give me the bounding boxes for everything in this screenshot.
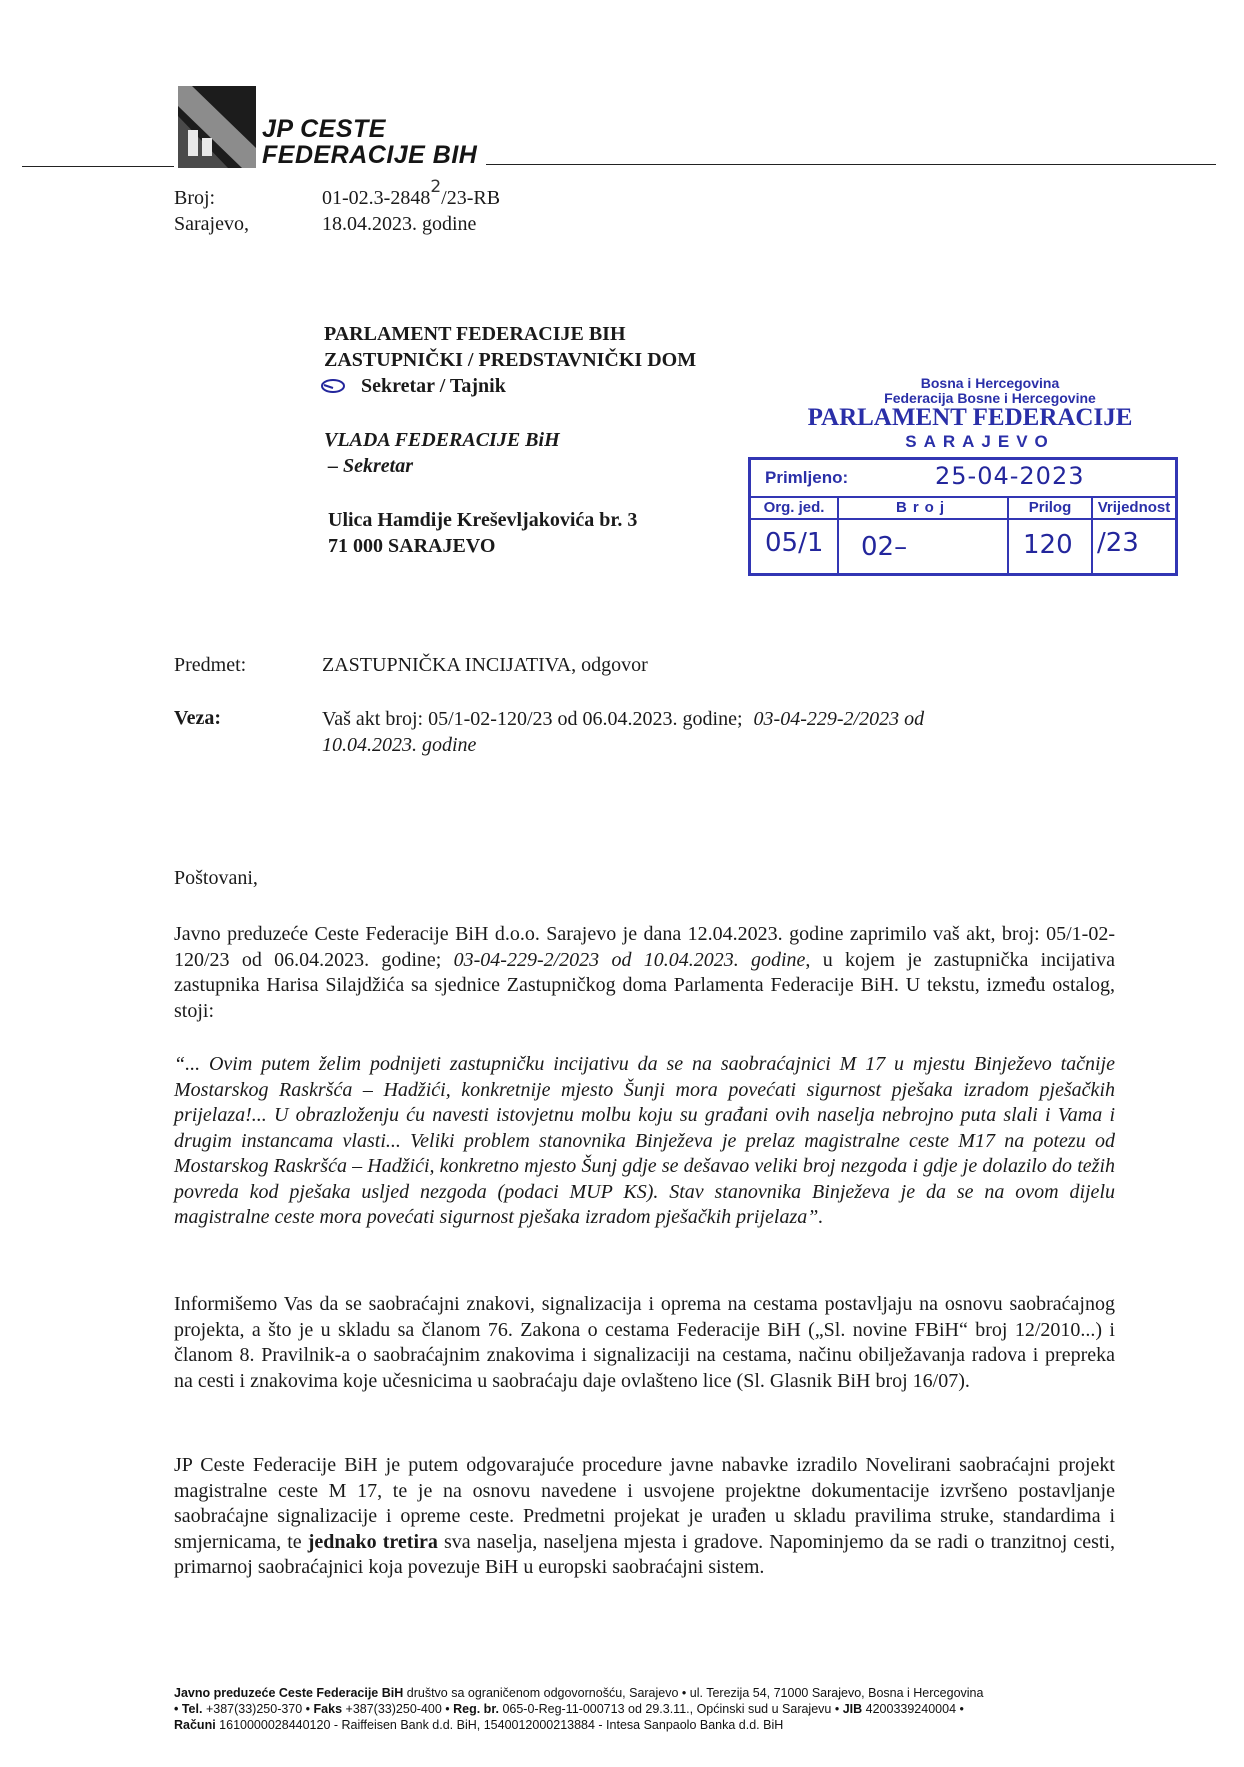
footer-company-details: društvo sa ograničenom odgovornošću, Sarajevo • ul. Terezija 54, 71000 Sarajevo, Bosna i Hercegovina <box>406 1686 984 1700</box>
veza-value-a: Vaš akt broj: 05/1-02-120/23 od 06.04.2023. godine; <box>322 708 743 730</box>
stamp-line3: PARLAMENT FEDERACIJE <box>807 404 1133 431</box>
paragraph-1-part-b: 03-04-229-2/2023 od 10.04.2023. godine <box>453 948 806 971</box>
stamp-col-vrijednost: Vrijednost <box>1097 499 1171 516</box>
city-label: Sarajevo, <box>174 213 249 235</box>
stamp-received-date: 25-04-2023 <box>935 462 1085 490</box>
stamp-column-headers <box>751 498 1175 520</box>
footer-reg-label: Reg. br. <box>453 1702 499 1716</box>
recipient-line2: ZASTUPNIČKI / PREDSTAVNIČKI DOM <box>324 349 697 371</box>
salutation: Poštovani, <box>174 867 258 889</box>
stamp-line2: Federacija Bosne i Hercegovine <box>884 390 1096 406</box>
stamp-col-broj: Broj <box>896 499 950 516</box>
paragraph-2: Informišemo Vas da se saobraćajni znakovi, signalizacija i oprema na cestama postavljaju na osnovu saobraćajnog projekta, a što je u skladu sa članom 76. Zakona o cestama Federacije BiH („Sl. novine FBiH“ broj 12/2010...) i članom 8. Pravilnik-a o saobraćajnim znakovima i signalizaciji na cestama, načinu obilježavanja radova i prepreka na cesti i znakovima koje učesnicima u saobraćaju daje ovlašteno lice (Sl. Glasnik BiH broj 16/07). <box>174 1293 1115 1392</box>
broj-value-end: /23-RB <box>441 187 501 209</box>
predmet-label: Predmet: <box>174 654 247 676</box>
company-name-line2: FEDERACIJE BIH <box>262 141 478 169</box>
company-name-line1: JP CESTE <box>262 115 386 143</box>
footer-company: Javno preduzeće Ceste Federacije BiH <box>174 1686 404 1700</box>
letter-date: 18.04.2023. godine <box>322 213 477 235</box>
stamp-received-row <box>751 460 1175 498</box>
stamp-value-vrijednost: /23 <box>1097 528 1139 558</box>
veza-value-c: 10.04.2023. godine <box>322 734 477 756</box>
broj-handwritten-digit: 2 <box>430 177 442 197</box>
veza-label: Veza: <box>174 707 222 729</box>
stamp-col-org: Org. jed. <box>763 499 825 516</box>
recipient-line4: VLADA FEDERACIJE BiH <box>324 429 560 451</box>
company-logo <box>178 86 256 168</box>
footer-fax-label: Faks <box>313 1702 343 1716</box>
stamp-value-org: 05/1 <box>765 528 824 558</box>
paragraph-1-part-a: Javno preduzeće Ceste Federacije BiH d.o.o. Sarajevo je dana 12.04.2023. godine zaprimilo vaš akt, broj: 05/1-02-120/23 od 06.04.2023. godine; <box>174 923 1115 971</box>
footer-reg: 065-0-Reg-11-000713 od 29.3.11., Općinski sud u Sarajevu • <box>502 1702 840 1716</box>
road-logo-icon <box>178 86 256 168</box>
paragraph-3-part-c: sva naselja, naseljena mjesta i gradove. Napominjemo da se radi o tranzitnoj cesti, primarnoj saobraćajnici koja povezuje BiH u europski saobraćajni sistem. <box>174 1530 1115 1578</box>
stamp-col-prilog: Prilog <box>1028 499 1072 516</box>
paragraph-3 <box>174 1453 1115 1581</box>
footer-tel: +387(33)250-370 • <box>205 1702 311 1716</box>
stamp-registration-box <box>748 457 1178 576</box>
footer-accounts-label: Računi <box>174 1718 216 1732</box>
footer-accounts: 1610000028440120 - Raiffeisen Bank d.d. BiH, 1540012000213884 - Intesa Sanpaolo Banka d.d. BiH <box>219 1718 784 1732</box>
paragraph-3-part-a: JP Ceste Federacije BiH je putem odgovarajuće procedure javne nabavke izradilo Novelirani saobraćajni projekt magistralne ceste M 17, te je na osnovu navedene i usvojene projektne dokumentacije izvršeno postavljanje saobraćajne signalizacije i opreme ceste. Predmetni projekat je urađen u skladu pravilima struke, standardima i smjernicama, te <box>174 1454 1115 1553</box>
handwritten-circle-icon <box>320 377 346 395</box>
footer-line3 <box>174 1717 1124 1733</box>
stamp-received-label: Primljeno: <box>765 468 849 487</box>
stamp-value-broj: 02– <box>861 532 908 562</box>
recipient-line3: Sekretar / Tajnik <box>361 375 506 397</box>
paragraph-1 <box>174 922 1115 1024</box>
footer-fax: +387(33)250-400 • <box>345 1702 450 1716</box>
footer-jib-label: JIB <box>842 1702 863 1716</box>
recipient-line5: – Sekretar <box>328 455 413 477</box>
stamp-divider-1 <box>837 498 839 573</box>
paragraph-1-part-c: , u kojem je zastupnička incijativa zastupnika Harisa Silajdžića sa sjednice Zastupničkog doma Parlamenta Federacije BiH. U tekstu, između ostalog, stoji: <box>174 948 1116 1022</box>
paragraph-3-emphasis: jednako tretira <box>307 1530 438 1553</box>
footer <box>174 1685 1124 1733</box>
stamp-value-prilog: 120 <box>1023 530 1073 560</box>
footer-tel-label: • Tel. <box>174 1702 203 1716</box>
broj-value-start: 01-02.3-2848 <box>322 187 431 209</box>
veza-value <box>322 706 1122 758</box>
stamp-line4: SARAJEVO <box>905 432 1055 451</box>
footer-line1 <box>174 1685 1124 1701</box>
recipient-line7: 71 000 SARAJEVO <box>328 535 496 557</box>
header-rule-right <box>486 164 1216 165</box>
header-rule-left <box>22 166 174 167</box>
predmet-value: ZASTUPNIČKA INCIJATIVA, odgovor <box>322 654 648 676</box>
stamp-line1: Bosna i Hercegovina <box>920 375 1060 391</box>
veza-value-b: 03-04-229-2/2023 od <box>753 708 925 730</box>
company-name <box>262 116 477 168</box>
quoted-initiative: “... Ovim putem želim podnijeti zastupničku incijativu da se na saobraćajnici M 17 u mjestu Binježevo tačnije Mostarskog Raskršća – Hadžići, konkretnije mjesto Šunji mora povećati sigurnost pješaka izradom pješačkih prijelaza!... U obrazloženju ću navesti istovjetnu molbu koju su građani ovih naselja nebrojno puta slali i Vama i drugim instancama vlasti... Veliki problem stanovnika Binježeva je prelaz magistralne ceste M17 na potezu od Mostarskog Raskršća – Hadžići, konkretno mjesto Šunj gdje se dešavao veliki broj nezgoda i gdje je dolazilo do težih povreda kod pješaka usljed nezgoda (podaci MUP KS). Stav stanovnika Binježeva je da se na ovom dijelu magistralne ceste mora povećati sigurnost pješaka izradom pješačkih prijelaza”. <box>174 1053 1115 1228</box>
footer-line2 <box>174 1701 1124 1717</box>
broj-value <box>322 177 501 212</box>
stamp-divider-2 <box>1007 498 1009 573</box>
broj-label: Broj: <box>174 187 216 209</box>
recipient-line1: PARLAMENT FEDERACIJE BIH <box>324 323 626 345</box>
stamp-divider-3 <box>1091 498 1093 573</box>
recipient-line6: Ulica Hamdije Kreševljakovića br. 3 <box>328 509 638 531</box>
footer-jib: 4200339240004 • <box>865 1702 964 1716</box>
